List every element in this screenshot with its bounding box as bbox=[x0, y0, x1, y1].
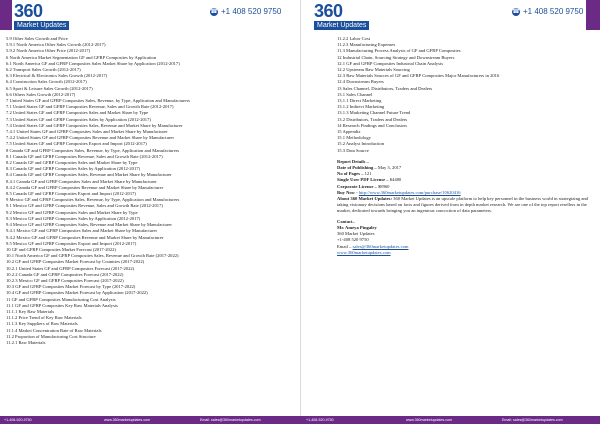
left-toc-item: 6.4 Construction Sales Growth (2012-2017) bbox=[6, 79, 87, 85]
left-toc-item: 10.2.1 United States GF and GFRP Composites Forecast (2017-2022) bbox=[6, 265, 135, 271]
left-toc-item: 9.2 Mexico GF and GFRP Composites Sales and Market Share by Type bbox=[6, 209, 138, 215]
footer-email[interactable]: Email: sales@360marketupdates.com bbox=[200, 418, 261, 422]
toc-right-column bbox=[337, 36, 595, 256]
right-toc-item: 12.1 GF and GFRP Composites Industrial Chain Analysis bbox=[337, 60, 444, 66]
logo-text-right: Market Updates bbox=[314, 21, 369, 30]
footer-phone-right: +1-408-520-9750 bbox=[306, 418, 334, 422]
left-toc-item: 11 GF and GFRP Composites Manufacturing Cost Analysis bbox=[6, 296, 116, 302]
right-toc-item: 15.3 Data Source bbox=[337, 147, 369, 153]
left-toc-item: 7.4.2 United States GF and GFRP Composites Revenue and Market Share by Manufacturer bbox=[6, 135, 174, 141]
corporate-license-value: $8960 bbox=[377, 183, 390, 189]
left-toc-item: 10.1 North America GF and GFRP Composites Sales, Revenue and Growth Rate (2017-2022) bbox=[6, 253, 179, 259]
publish-date-value: May 3, 2017 bbox=[377, 165, 402, 171]
left-toc-item: 9 Mexico GF and GFRP Composites Sales, Revenue, by Type, Application and Manufacturers bbox=[6, 197, 180, 203]
right-toc-item: 14 Research Findings and Conclusion bbox=[337, 122, 407, 128]
report-details-heading: Report Details – bbox=[337, 158, 369, 164]
left-toc-item: 8.4 Canada GF and GFRP Composites Sales, Revenue and Market Share by Manufacturer bbox=[6, 172, 172, 178]
left-toc-item: 10.2.2 Canada GF and GFRP Composites Forecast (2017-2022) bbox=[6, 271, 124, 277]
left-toc-item: 7.5 United States GF and GFRP Composites Export and Import (2012-2017) bbox=[6, 141, 147, 147]
phone-icon: ☎ bbox=[210, 8, 218, 15]
right-toc-item: 15.2 Analyst Introduction bbox=[337, 141, 385, 147]
phone-icon: ☎ bbox=[512, 8, 520, 15]
buy-now-label: Buy Now - bbox=[337, 189, 358, 195]
left-toc-item: 7.3 United States GF and GFRP Composites Sales by Application (2012-2017) bbox=[6, 116, 151, 122]
publish-date-label: Date of Publishing – bbox=[337, 165, 377, 171]
contact-website-link[interactable]: www.360marketupdates.com bbox=[337, 249, 391, 255]
footer-email-right[interactable]: Email: sales@360marketupdates.com bbox=[502, 418, 563, 422]
left-toc-item: 11.1.2 Price Trend of Key Raw Materials bbox=[6, 315, 82, 321]
left-toc-item: 9.1 Mexico GF and GFRP Composites Revenue, Sales and Growth Rate (2012-2017) bbox=[6, 203, 163, 209]
right-toc-item: 12 Industrial Chain, Sourcing Strategy and Downstream Buyers bbox=[337, 54, 455, 60]
left-toc-item: 5.9.1 North America Other Sales Growth (2012-2017) bbox=[6, 42, 106, 48]
company-logo-right bbox=[314, 2, 369, 30]
left-toc-item: 10.2.3 Mexico GF and GFRP Composites Forecast (2017-2022) bbox=[6, 277, 124, 283]
right-toc-item: 11.2.3 Manufacturing Expenses bbox=[337, 42, 396, 48]
header-phone-number-right: +1 408 520 9750 bbox=[523, 7, 584, 16]
right-toc-item: 13.1.3 Marketing Channel Future Trend bbox=[337, 110, 411, 116]
page-divider bbox=[300, 0, 301, 424]
company-logo bbox=[14, 2, 69, 30]
contact-name: Mr. Ameya Pingaley bbox=[337, 224, 377, 230]
report-details bbox=[337, 159, 595, 256]
left-toc-item: 8.2 Canada GF and GFRP Composites Sales and Market Share by Type bbox=[6, 160, 138, 166]
left-toc-item: 11.1.3 Key Suppliers of Raw Materials bbox=[6, 321, 78, 327]
left-toc-item: 6.6 Others Sales Growth (2012-2017) bbox=[6, 91, 76, 97]
left-toc-item: 6 North America Market Segmentation GF and GFRP Composites by Application bbox=[6, 54, 157, 60]
footer-phone: +1-408-520-9750 bbox=[4, 418, 32, 422]
single-license-value: $4480 bbox=[389, 177, 402, 183]
left-toc-item: 11.2 Proportion of Manufacturing Cost Structure bbox=[6, 333, 96, 339]
header-phone-right bbox=[512, 7, 583, 16]
left-toc-item: 6.1 North America GF and GFRP Composites Sales Market Share by Application (2012-2017) bbox=[6, 60, 180, 66]
logo-text: Market Updates bbox=[14, 21, 69, 30]
right-toc-item: 15.1 Methodology bbox=[337, 135, 371, 141]
about-label: About 360 Market Updates: bbox=[337, 196, 392, 202]
header-phone-number: +1 408 520 9750 bbox=[221, 7, 282, 16]
left-toc-item: 8 Canada GF and GFRP Composites Sales, Revenue, by Type, Application and Manufacturers bbox=[6, 147, 180, 153]
toc-right-list bbox=[337, 36, 595, 154]
header-phone bbox=[210, 7, 281, 16]
left-toc-item: 8.4.2 Canada GF and GFRP Composites Revenue and Market Share by Manufacturer bbox=[6, 184, 164, 190]
left-toc-item: 10 GF and GFRP Composites Market Forecast (2017-2022) bbox=[6, 246, 116, 252]
left-toc-item: 7.2 United States GF and GFRP Composites Sales and Market Share by Type bbox=[6, 110, 149, 116]
right-toc-item: 13.2 Distributors, Traders and Dealers bbox=[337, 116, 408, 122]
left-toc-item: 8.5 Canada GF and GFRP Composites Export and Import (2012-2017) bbox=[6, 191, 136, 197]
left-toc-item: 11.1.4 Market Concentration Rate of Raw Materials bbox=[6, 327, 102, 333]
right-toc-item: 12.4 Downstream Buyers bbox=[337, 79, 384, 85]
single-license-label: Single User PDF License – bbox=[337, 177, 389, 183]
right-toc-item: 12.3 Raw Materials Sources of GF and GFRP Composites Major Manufacturers in 2016 bbox=[337, 73, 500, 79]
right-toc-item: 13.1.1 Direct Marketing bbox=[337, 98, 382, 104]
toc-left-column bbox=[6, 36, 294, 346]
left-toc-item: 10.3 GF and GFRP Composites Market Forecast by Type (2017-2022) bbox=[6, 284, 136, 290]
contact-email-link[interactable]: sales@360marketupdates.com bbox=[352, 243, 409, 249]
right-toc-item: 12.2 Upstream Raw Materials Sourcing bbox=[337, 67, 410, 73]
page-count-label: No of Pages – bbox=[337, 171, 364, 177]
about-text: 360 Market Updates is an upscale platform to help key personnel in the business world in strategizing and taking visionary decisions based on facts and figures derived from in depth market research. We are one of the top report resellers in the market, dedicated towards bringing you an ingenious concoction of data parameters. bbox=[337, 196, 588, 214]
corporate-license-label: Corporate License – bbox=[337, 183, 377, 189]
left-toc-item: 8.1 Canada GF and GFRP Composites Revenue, Sales and Growth Rate (2012-2017) bbox=[6, 153, 163, 159]
left-toc-item: 7.4 United States GF and GFRP Composites Sales, Revenue and Market Share by Manufacturer bbox=[6, 122, 183, 128]
left-toc-item: 7.1 United States GF and GFRP Composites Revenue, Sales and Growth Rate (2012-2017) bbox=[6, 104, 174, 110]
left-toc-item: 10.4 GF and GFRP Composites Market Forecast by Application (2017-2022) bbox=[6, 290, 148, 296]
left-toc-item: 6.5 Sport & Leisure Sales Growth (2012-2017) bbox=[6, 85, 93, 91]
logo-number: 360 bbox=[14, 1, 43, 21]
header-accent-right bbox=[586, 0, 600, 30]
left-toc-item: 5.9.2 North America Other Price (2012-2017) bbox=[6, 48, 91, 54]
page-count-value: 121 bbox=[364, 171, 372, 177]
left-toc-item: 5.9 Other Sales Growth and Price bbox=[6, 36, 68, 41]
contact-company: 360 Market Updates bbox=[337, 231, 375, 237]
footer-web[interactable]: www.360marketupdates.com bbox=[104, 418, 151, 422]
left-toc-item: 9.3 Mexico GF and GFRP Composites Sales by Application (2012-2017) bbox=[6, 215, 141, 221]
left-toc-item: 9.4.1 Mexico GF and GFRP Composites Sales and Market Share by Manufacturer bbox=[6, 228, 158, 234]
right-toc-item: 13 Sales Channel, Distributors, Traders and Dealers bbox=[337, 85, 433, 91]
left-toc-item: 11.2.1 Raw Materials bbox=[6, 339, 46, 345]
left-toc-item: 6.2 Transport Sales Growth (2012-2017) bbox=[6, 67, 81, 73]
buy-now-link[interactable]: http://www.360marketupdates.com/purchase/10620416 bbox=[358, 189, 461, 195]
contact-heading: Contact– bbox=[337, 218, 355, 224]
contact-phone: +1-408 520 9750 bbox=[337, 237, 369, 243]
left-toc-item: 8.3 Canada GF and GFRP Composites Sales by Application (2012-2017) bbox=[6, 166, 141, 172]
left-toc-item: 7.4.1 United States GF and GFRP Composites Sales and Market Share by Manufacturer bbox=[6, 129, 168, 135]
header-accent-left bbox=[0, 0, 12, 30]
page-footer bbox=[0, 416, 600, 424]
right-toc-item: 13.1 Sales Channel bbox=[337, 91, 373, 97]
right-toc-item: 15 Appendix bbox=[337, 129, 361, 135]
right-toc-item: 11.3 Manufacturing Process Analysis of GF and GFRP Composites bbox=[337, 48, 461, 54]
about-company bbox=[337, 196, 595, 215]
left-toc-item: 9.5 Mexico GF and GFRP Composites Export and Import (2012-2017) bbox=[6, 240, 137, 246]
left-toc-item: 8.4.1 Canada GF and GFRP Composites Sales and Market Share by Manufacturer bbox=[6, 178, 157, 184]
right-toc-item: 11.2.2 Labor Cost bbox=[337, 36, 371, 41]
logo-number-right: 360 bbox=[314, 1, 343, 21]
left-toc-item: 11.1.1 Key Raw Materials bbox=[6, 308, 55, 314]
left-toc-item: 6.3 Electrical & Electronics Sales Growth (2012-2017) bbox=[6, 73, 108, 79]
left-toc-item: 7 United States GF and GFRP Composites Sales, Revenue, by Type, Application and Manufacturers bbox=[6, 98, 190, 104]
footer-web-right[interactable]: www.360marketupdates.com bbox=[406, 418, 453, 422]
left-toc-item: 10.2 GF and GFRP Composites Market Forecast by Countries (2017-2022) bbox=[6, 259, 145, 265]
left-toc-item: 9.4 Mexico GF and GFRP Composites Sales, Revenue and Market Share by Manufacturer bbox=[6, 222, 172, 228]
left-toc-item: 9.4.2 Mexico GF and GFRP Composites Revenue and Market Share by Manufacturer bbox=[6, 234, 164, 240]
left-toc-item: 11.1 GF and GFRP Composites Key Raw Materials Analysis bbox=[6, 302, 118, 308]
right-toc-item: 13.1.2 Indirect Marketing bbox=[337, 104, 385, 110]
contact-email-label: Email – bbox=[337, 243, 352, 249]
